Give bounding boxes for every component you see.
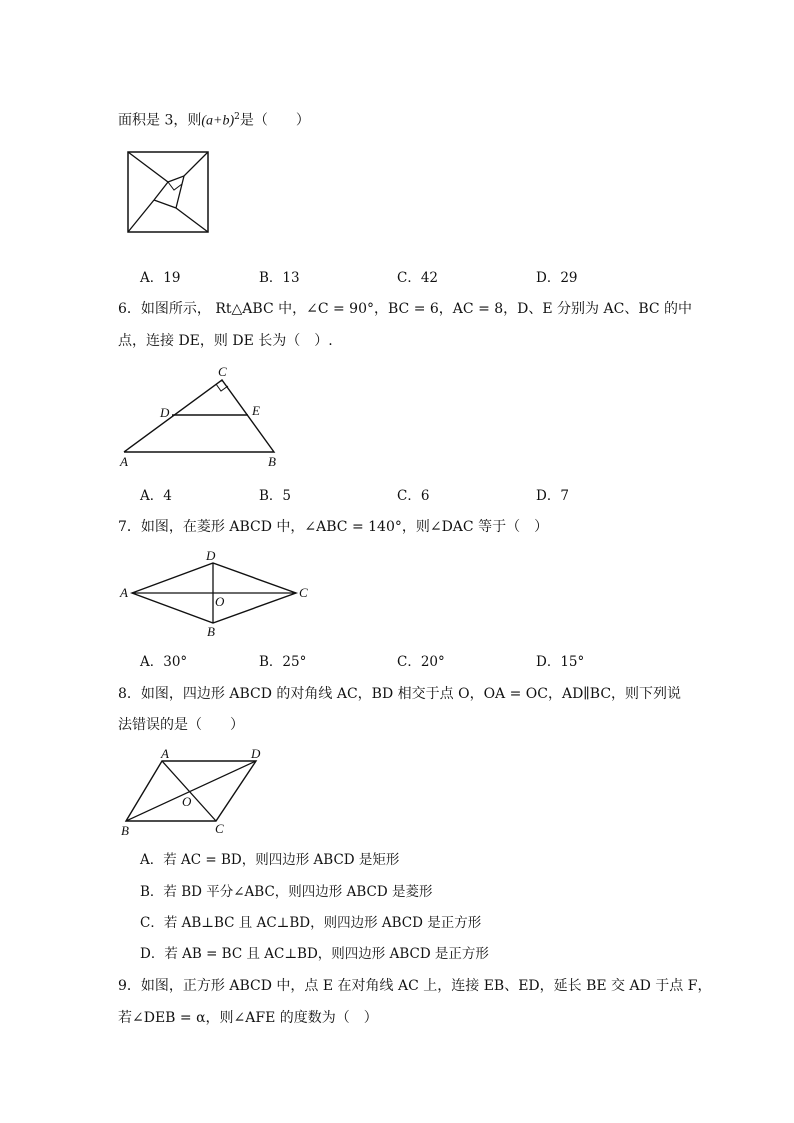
q7-label-b: B — [207, 624, 215, 639]
q8-label-b: B — [121, 823, 129, 838]
q6-option-d[interactable]: D．7 — [536, 488, 569, 504]
q7-label-d: D — [206, 548, 216, 563]
q5-option-a[interactable]: A．19 — [140, 270, 181, 286]
q5-stem — [118, 108, 310, 131]
q9-stem-line1: 9．如图，正方形 ABCD 中，点 E 在对角线 AC 上，连接 EB、ED，延长 BE 交 AD 于点 F， — [118, 978, 712, 994]
q8-label-c: C — [215, 821, 224, 836]
q8-option-d[interactable]: D．若 AB = BC 且 AC⊥BD，则四边形 ABCD 是正方形 — [140, 946, 489, 962]
q8-stem-line2: 法错误的是（ ） — [118, 717, 244, 733]
q8-stem-line1: 8．如图，四边形 ABCD 的对角线 AC，BD 相交于点 O，OA = OC，AD∥BC，则下列说 — [118, 686, 682, 702]
q6-label-d: D — [160, 405, 170, 420]
q7-label-a: A — [120, 585, 128, 600]
q8-option-a[interactable]: A．若 AC = BD，则四边形 ABCD 是矩形 — [140, 852, 400, 868]
q7-option-b[interactable]: B．25° — [259, 654, 307, 670]
q6-label-c: C — [218, 364, 227, 379]
q6-label-a: A — [120, 454, 128, 469]
q8-label-d: D — [251, 746, 261, 761]
q8-label-a: A — [161, 746, 169, 761]
q5-text-before: 面积是 3，则 — [118, 112, 202, 129]
q9-stem-line2: 若∠DEB = α，则∠AFE 的度数为（ ） — [118, 1010, 378, 1026]
q6-option-b[interactable]: B．5 — [259, 488, 292, 504]
q6-option-a[interactable]: A．4 — [140, 488, 172, 504]
q5-text-after: 是（ ） — [239, 112, 310, 129]
q7-option-a[interactable]: A．30° — [140, 654, 188, 670]
q6-option-c[interactable]: C．6 — [397, 488, 430, 504]
q7-label-o: O — [215, 594, 225, 609]
q7-stem: 7．如图，在菱形 ABCD 中，∠ABC = 140°，则∠DAC 等于（ ） — [118, 519, 549, 535]
q7-option-d[interactable]: D．15° — [536, 654, 585, 670]
q5-option-c[interactable]: C．42 — [397, 270, 439, 286]
q5-expr: (a+b) — [201, 113, 235, 129]
q6-label-b: B — [268, 454, 276, 469]
q7-rhombus-figure — [118, 548, 318, 640]
q6-triangle-figure — [118, 364, 288, 470]
q5-exponent: 2 — [234, 112, 240, 122]
q8-parallelogram-figure — [118, 745, 268, 839]
q8-label-o: O — [182, 794, 192, 809]
q7-option-c[interactable]: C．20° — [397, 654, 445, 670]
q8-option-b[interactable]: B．若 BD 平分∠ABC，则四边形 ABCD 是菱形 — [140, 884, 433, 900]
q6-label-e: E — [252, 403, 260, 418]
q5-option-d[interactable]: D．29 — [536, 270, 578, 286]
q6-stem-line1: 6．如图所示， Rt△ABC 中，∠C = 90°，BC = 6，AC = 8，D、E 分别为 AC、BC 的中 — [118, 301, 693, 317]
q5-option-b[interactable]: B．13 — [259, 270, 300, 286]
q5-square-figure — [126, 150, 210, 234]
q8-option-c[interactable]: C．若 AB⊥BC 且 AC⊥BD，则四边形 ABCD 是正方形 — [140, 915, 482, 931]
q6-stem-line2: 点，连接 DE，则 DE 长为（ ）. — [118, 333, 333, 349]
q7-label-c: C — [299, 585, 308, 600]
